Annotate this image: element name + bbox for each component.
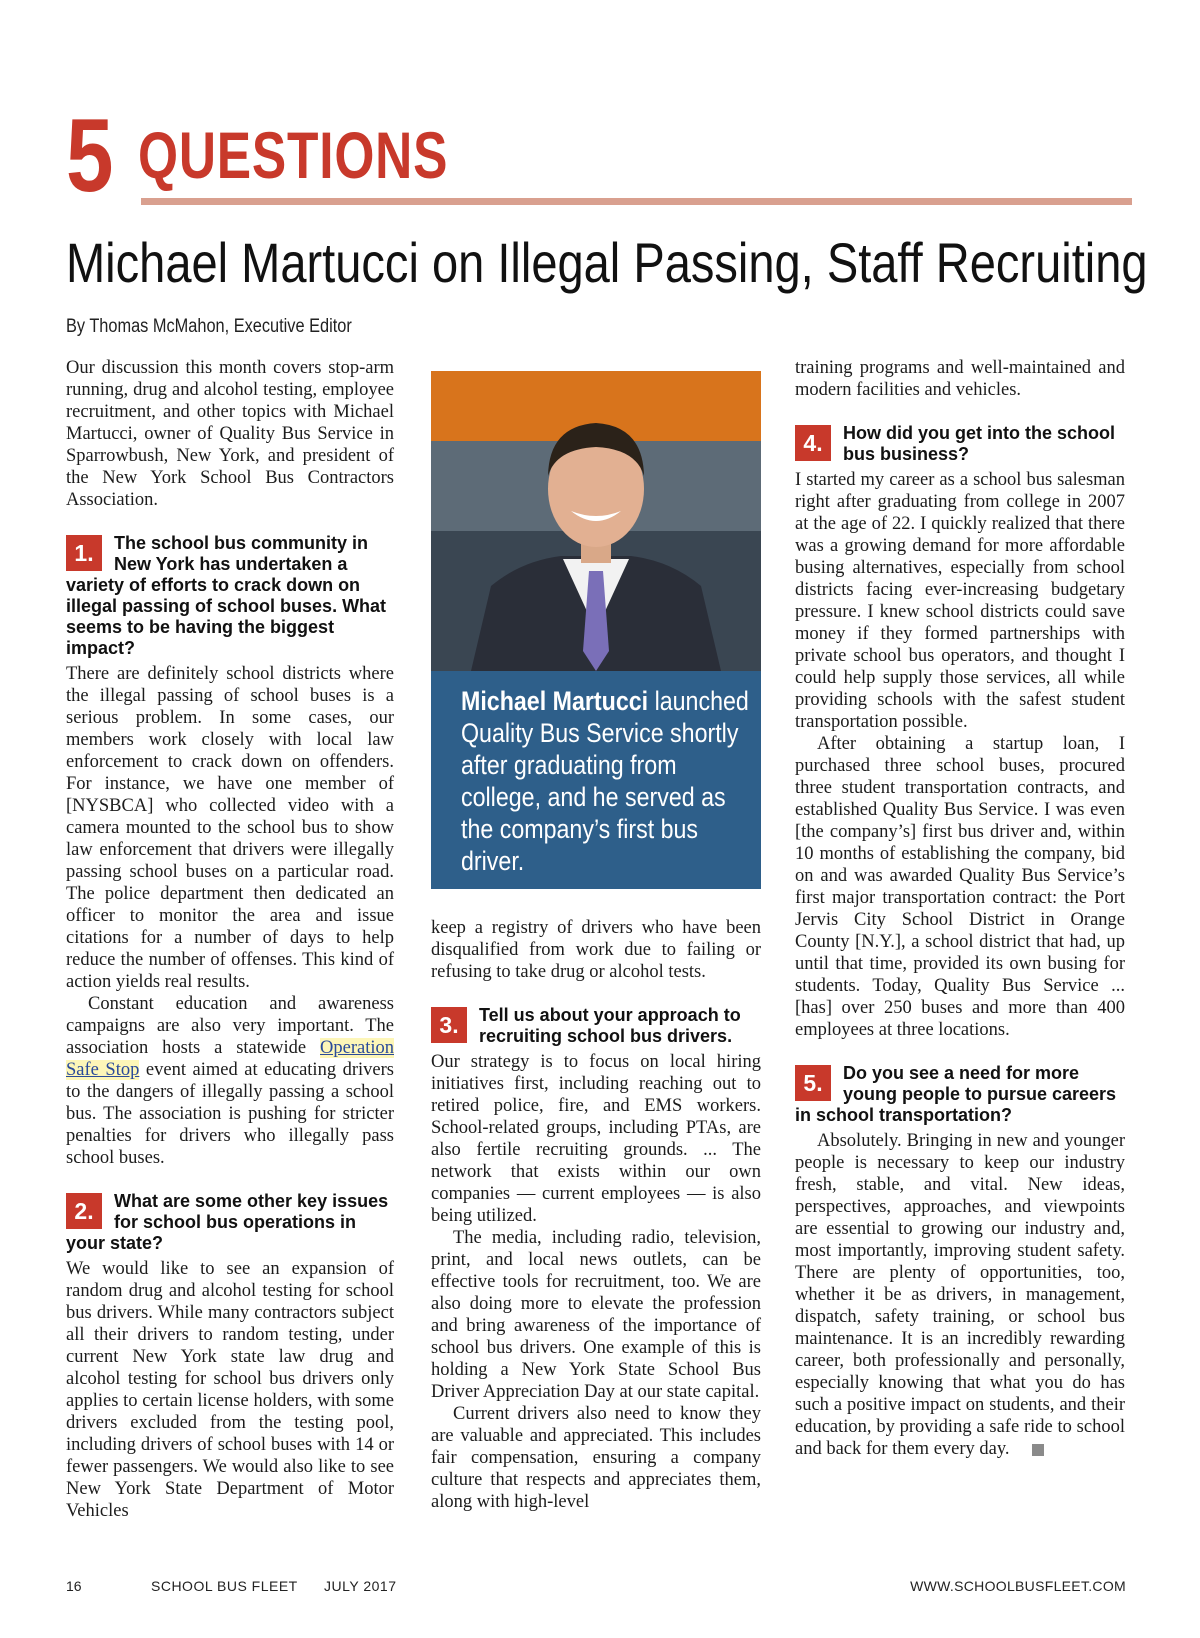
question-number-badge: 1.	[66, 535, 102, 571]
answer-paragraph: training programs and well-maintained and modern facilities and vehicles.	[795, 358, 1125, 400]
question-2	[66, 1191, 394, 1254]
portrait-photo	[431, 371, 761, 671]
byline: By Thomas McMahon, Executive Editor	[66, 316, 352, 337]
answer-paragraph: Our strategy is to focus on local hiring initiatives first, including reaching out to retired police, fire, and EMS workers. School-related groups, including PTAs, are also fertile recruiting grounds. ... The network that exists within our own companies — current employees — is also being utilized.	[431, 1052, 761, 1226]
website-url[interactable]: WWW.SCHOOLBUSFLEET.COM	[910, 1578, 1126, 1594]
answer-paragraph: Current drivers also need to know they are valuable and appreciated. This includes fair compensation, ensuring a company culture that respects and appreciates them, along with high-level	[431, 1404, 761, 1512]
answer-paragraph: There are definitely school districts where the illegal passing of school buses is a serious problem. In some cases, our members work closely with local law enforcement to crack down on offenders. For instance, we have one member of [NYSBCA] who collected video with a camera mounted to the school bus to show law enforcement that drivers were illegally passing school buses on a particular road. The police department then dedicated an officer to monitor the area and issue citations for a number of days to help reduce the number of offenses. This kind of action yields real results.	[66, 664, 394, 992]
question-number-badge: 5.	[795, 1065, 831, 1101]
question-4	[795, 423, 1125, 465]
answer-text: Absolutely. Bringing in new and younger people is necessary to keep our industry fresh, stable, and vital. New ideas, perspectives, approaches, and viewpoints are essential to growing our industry and, most importantly, improving student safety. There are plenty of opportunities, too, whether it be as drivers, in management, dispatch, safety training, or school bus maintenance. It is an incredibly rewarding career, both professionally and personally, especially knowing that what you do has such a positive impact on students, and their education, by providing a safe ride to school and back for them every day.	[795, 1131, 1125, 1459]
photo-caption	[431, 671, 761, 889]
answer-paragraph	[795, 1130, 1125, 1460]
question-number-badge: 4.	[795, 425, 831, 461]
answer-paragraph	[66, 993, 394, 1169]
caption-text	[461, 685, 753, 877]
question-5	[795, 1063, 1125, 1126]
question-3	[431, 1005, 761, 1047]
question-text: Tell us about your approach to recruiting school bus drivers.	[479, 1005, 741, 1046]
question-text: Do you see a need for more young people to pursue careers in school transportation?	[795, 1063, 1117, 1125]
issue-date: JULY 2017	[324, 1578, 397, 1594]
section-header	[66, 98, 1132, 214]
question-number-badge: 2.	[66, 1193, 102, 1229]
column-1	[66, 357, 394, 1522]
caption-name: Michael Martucci	[461, 686, 649, 716]
caption-body: launched Quality Bus Service shortly after graduating from college, and he served as the company’s first bus driver.	[461, 686, 749, 876]
answer-paragraph: We would like to see an expansion of random drug and alcohol testing for school bus drivers. While many contractors subject all their drivers to random testing, under current New York state law drug and alcohol testing for school bus drivers only applies to certain license holders, with some drivers excluded from the testing pool, including drivers of school buses with 14 or fewer passengers. We would also like to see New York State Department of Motor Vehicles	[66, 1259, 394, 1521]
header-rule	[141, 198, 1132, 205]
question-number-badge: 3.	[431, 1007, 467, 1043]
answer-paragraph: The media, including radio, television, print, and local news outlets, can be effective tools for recruitment, too. We are also doing more to elevate the profession and bring awareness of the importance of school bus drivers. One example of this is holding a New York State School Bus Driver Appreciation Day at our state capital.	[431, 1228, 761, 1402]
question-text: What are some other key issues for school bus operations in your state?	[66, 1191, 389, 1253]
operation-safe-stop-link[interactable]: Operation Safe Stop	[66, 1038, 394, 1080]
section-number: 5	[66, 98, 111, 214]
end-of-article-mark	[1032, 1444, 1044, 1456]
intro-paragraph: Our discussion this month covers stop-arm running, drug and alcohol testing, employee recruitment, and other topics with Michael Martucci, owner of Quality Bus Service in Sparrowbush, New York, and president of the New York School Bus Contractors Association.	[66, 358, 394, 510]
question-1	[66, 533, 394, 659]
article-headline: Michael Martucci on Illegal Passing, Staff Recruiting	[66, 231, 1148, 294]
page-number: 16	[66, 1578, 82, 1594]
answer-text: Constant education and awareness campaigns are also very important. The association hosts a statewide	[66, 994, 394, 1058]
publication-name: SCHOOL BUS FLEET	[151, 1578, 298, 1594]
column-3	[795, 357, 1125, 1460]
column-2	[431, 917, 761, 1513]
answer-text: event aimed at educating drivers to the dangers of illegally passing a school bus. The association is pushing for stricter penalties for drivers who illegally pass school buses.	[66, 1060, 394, 1168]
answer-paragraph: After obtaining a startup loan, I purchased three school buses, procured three student transportation contracts, and established Quality Bus Service. I was even [the company’s] first bus driver and, within 10 months of establishing the company, bid on and was awarded Quality Bus Service’s first major transportation contract: the Port Jervis City School District in Orange County [N.Y.], a school district that had, up until that time, provided its own busing for students. Today, Quality Bus Service ... [has] over 250 buses and more than 400 employees at three locations.	[795, 734, 1125, 1040]
answer-paragraph: I started my career as a school bus salesman right after graduating from college in 2007 at the age of 22. I quickly realized that there was a growing demand for more affordable busing alternatives, especially from school districts facing ever-increasing budgetary pressure. I knew school districts could save money if they formed partnerships with private school bus operators, and thought I could help supply those services, all while providing schools with the safest student transportation possible.	[795, 470, 1125, 732]
answer-paragraph: keep a registry of drivers who have been disqualified from work due to failing or refusing to take drug or alcohol tests.	[431, 918, 761, 982]
question-text: The school bus community in New York has undertaken a variety of efforts to crack down on illegal passing of school buses. What seems to be having the biggest impact?	[66, 533, 387, 658]
question-text: How did you get into the school bus business?	[843, 423, 1115, 464]
section-label: QUESTIONS	[138, 118, 449, 192]
